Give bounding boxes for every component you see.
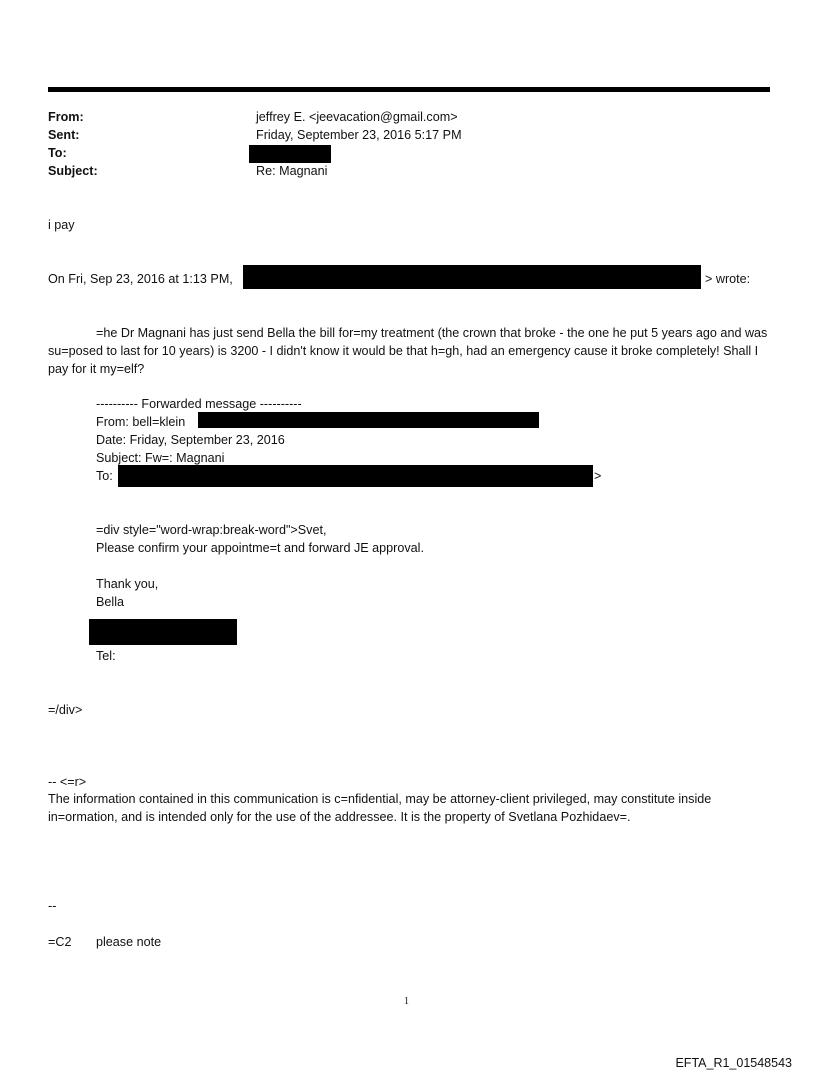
reply-text: i pay <box>48 218 75 232</box>
thanks-line: Thank you, <box>96 577 159 591</box>
disclaimer-text: The information contained in this communication is c=nfidential, may be attorney-client privileged, may constitute inside in=ormation, and is intended only for the use of the addressee. It is the property of Svetlana Pozhidaev=. <box>48 792 712 824</box>
forwarded-divider: ---------- Forwarded message ---------- <box>96 397 302 411</box>
redaction-forwarded-to <box>118 465 593 487</box>
signature-name: Bella <box>96 595 125 609</box>
forwarded-from: From: bell=klein <box>96 415 186 429</box>
div-style-line: =div style="word-wrap:break-word">Svet, <box>96 523 327 537</box>
sent-label: Sent: <box>48 128 80 142</box>
redaction-forwarded-from <box>198 412 539 428</box>
page-number: 1 <box>404 996 409 1007</box>
document-id: EFTA_R1_01548543 <box>675 1056 792 1070</box>
redaction-to <box>249 145 331 163</box>
forwarded-date: Date: Friday, September 23, 2016 <box>96 433 285 447</box>
quote-intro-right: > wrote: <box>705 272 751 286</box>
from-value: jeffrey E. <jeevacation@gmail.com> <box>256 110 458 124</box>
quote-intro-left: On Fri, Sep 23, 2016 at 1:13 PM, <box>48 272 233 286</box>
please-confirm-line: Please confirm your appointme=t and forward JE approval. <box>96 541 424 555</box>
forwarded-to-end: > <box>594 469 602 483</box>
from-label: From: <box>48 110 84 124</box>
sent-value: Friday, September 23, 2016 5:17 PM <box>256 128 462 142</box>
div-close: =/div> <box>48 703 83 717</box>
forwarded-subject: Subject: Fw=: Magnani <box>96 451 225 465</box>
quoted-paragraph: =he Dr Magnani has just send Bella the bill for=my treatment (the crown that broke - the one he put 5 years ago and was su=posed to last for 10 years) is 3200 - I didn't know it would be that h=gh, had an emergency cause it broke completely! Shall I pay for it my=elf? <box>48 326 768 376</box>
forwarded-to: To: <box>96 469 113 483</box>
signature-marker: -- <=r> <box>48 775 87 789</box>
c2-marker: =C2 <box>48 935 72 949</box>
tel-label: Tel: <box>96 649 116 663</box>
header-rule <box>48 87 770 92</box>
redaction-quote-sender <box>243 265 701 289</box>
please-note: please note <box>96 935 162 949</box>
dash-separator: -- <box>48 899 57 913</box>
redaction-signature <box>89 619 237 645</box>
subject-label: Subject: <box>48 164 98 178</box>
subject-value: Re: Magnani <box>256 164 328 178</box>
to-label: To: <box>48 146 67 160</box>
